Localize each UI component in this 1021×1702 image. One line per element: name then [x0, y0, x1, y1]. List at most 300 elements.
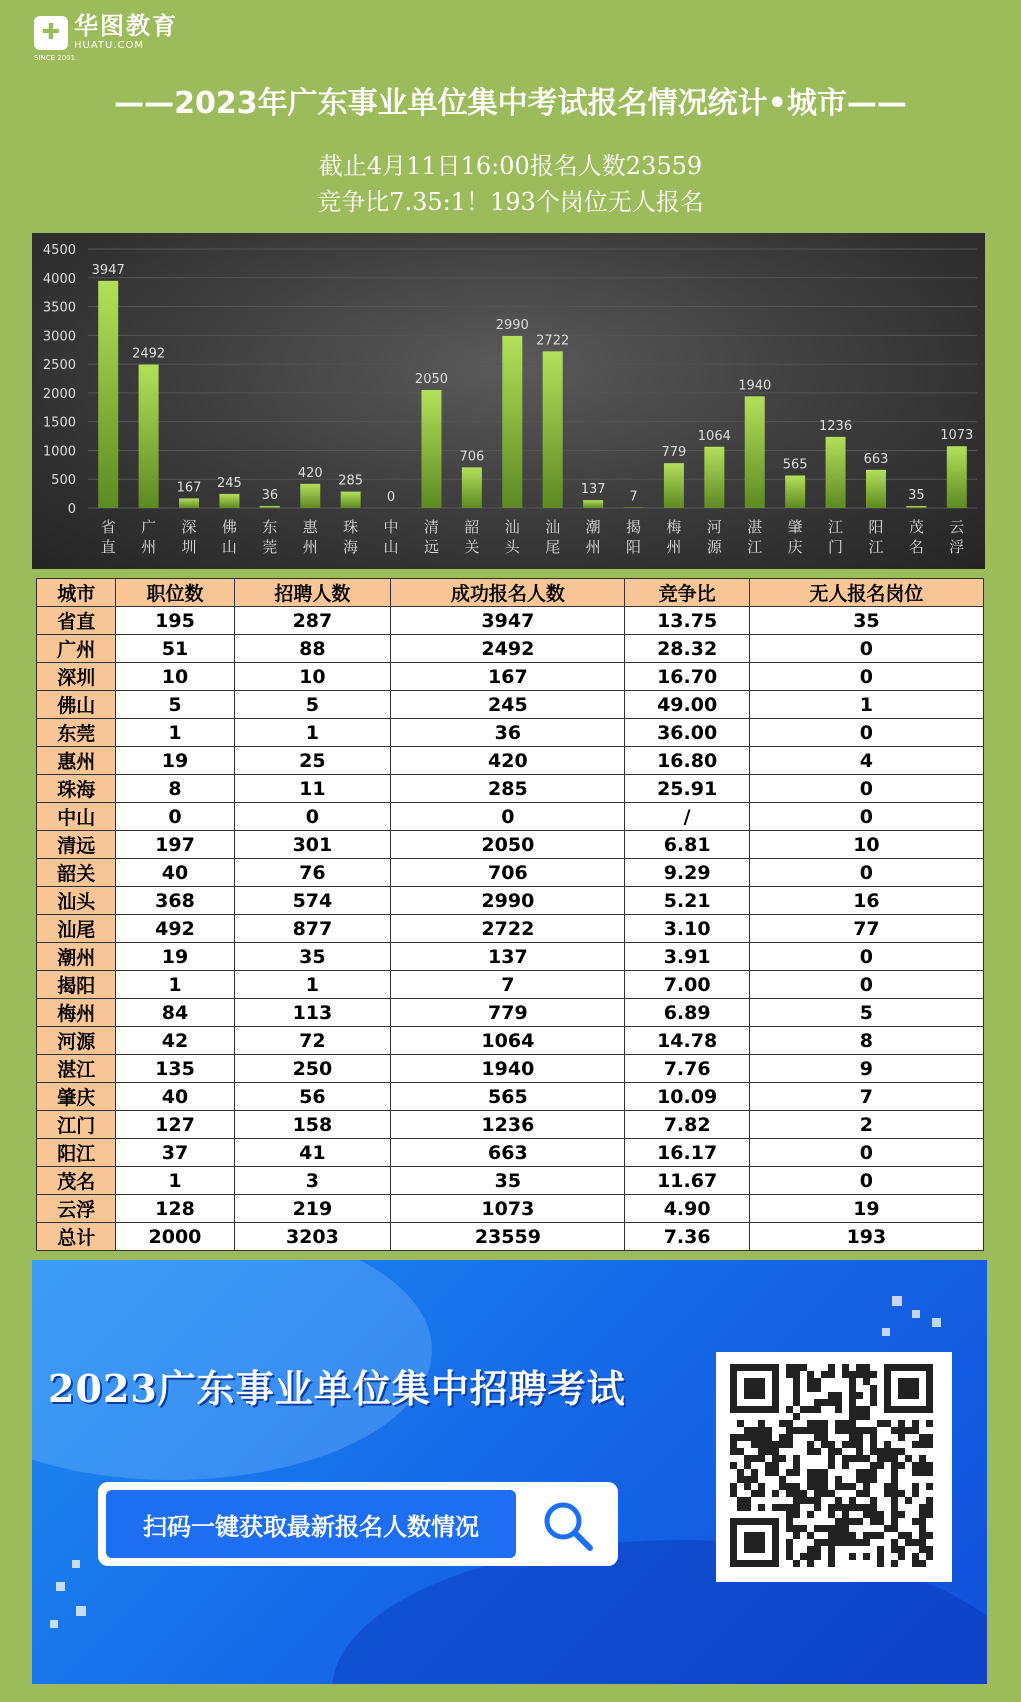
table-cell: 4 [749, 747, 983, 775]
table-cell: 167 [391, 663, 625, 691]
qr-module [870, 1504, 877, 1511]
table-cell: 565 [391, 1083, 625, 1111]
city-cell: 揭阳 [37, 971, 116, 999]
qr-module [849, 1441, 856, 1448]
qr-module [828, 1553, 835, 1560]
x-tick-label: 阳 [626, 538, 642, 556]
qr-module [856, 1539, 863, 1546]
qr-module [807, 1532, 814, 1539]
table-cell: 2000 [116, 1223, 234, 1251]
scan-prompt-button[interactable]: 扫码一键获取最新报名人数情况 [106, 1490, 516, 1558]
qr-module [912, 1441, 919, 1448]
qr-module [751, 1441, 758, 1448]
qr-module [744, 1462, 751, 1469]
bar [502, 336, 522, 508]
bar [947, 446, 967, 508]
qr-module [807, 1371, 814, 1378]
table-cell: 11.67 [625, 1167, 749, 1195]
table-cell: 1 [749, 691, 983, 719]
table-cell: 19 [116, 747, 234, 775]
table-cell: / [625, 803, 749, 831]
qr-module [919, 1441, 926, 1448]
table-cell: 0 [749, 859, 983, 887]
qr-module [919, 1539, 926, 1546]
qr-module [786, 1427, 793, 1434]
qr-module [849, 1455, 856, 1462]
table-row [37, 1055, 984, 1083]
table-cell: 368 [116, 887, 234, 915]
qr-module [807, 1560, 814, 1567]
qr-module [751, 1455, 758, 1462]
x-tick-label: 江 [868, 538, 884, 556]
qr-module [884, 1490, 891, 1497]
table-cell: 7.76 [625, 1055, 749, 1083]
x-tick-label: 浮 [949, 538, 965, 556]
data-label: 167 [176, 480, 202, 496]
table-cell: 245 [391, 691, 625, 719]
bar [98, 281, 118, 508]
qr-module [891, 1497, 898, 1504]
qr-module [751, 1427, 758, 1434]
qr-module [849, 1553, 856, 1560]
qr-module [870, 1469, 877, 1476]
qr-module [842, 1518, 849, 1525]
qr-module [842, 1539, 849, 1546]
qr-module [870, 1371, 877, 1378]
table-cell: 14.78 [625, 1027, 749, 1055]
qr-module [772, 1490, 779, 1497]
qr-module [828, 1490, 835, 1497]
table-cell: 3 [234, 1167, 391, 1195]
table-header-row [37, 579, 984, 607]
table-cell: 10 [234, 663, 391, 691]
table-cell: 16.80 [625, 747, 749, 775]
qr-module [863, 1364, 870, 1371]
qr-module [835, 1427, 842, 1434]
qr-module [863, 1490, 870, 1497]
qr-module [835, 1518, 842, 1525]
qr-module [912, 1427, 919, 1434]
table-row [37, 1223, 984, 1251]
qr-module [891, 1448, 898, 1455]
qr-module [891, 1427, 898, 1434]
y-tick-label: 500 [51, 473, 76, 489]
qr-module [793, 1469, 800, 1476]
qr-module [751, 1434, 758, 1441]
qr-module [863, 1483, 870, 1490]
x-tick-label: 圳 [181, 538, 197, 556]
qr-module [842, 1364, 849, 1371]
table-cell: 13.75 [625, 607, 749, 635]
qr-module [863, 1504, 870, 1511]
x-tick-label: 梅 [666, 518, 682, 536]
qr-module [800, 1525, 807, 1532]
qr-module [744, 1497, 751, 1504]
city-cell: 潮州 [37, 943, 116, 971]
qr-module [758, 1427, 765, 1434]
column-header: 成功报名人数 [391, 579, 625, 607]
qr-module [758, 1483, 765, 1490]
qr-module [828, 1525, 835, 1532]
data-label: 663 [863, 451, 889, 467]
x-tick-label: 山 [383, 538, 399, 556]
x-tick-label: 深 [181, 518, 197, 536]
x-tick-label: 门 [828, 538, 844, 556]
qr-module [877, 1462, 884, 1469]
x-tick-label: 茂 [908, 518, 924, 536]
table-cell: 3947 [391, 607, 625, 635]
qr-module [814, 1448, 821, 1455]
table-cell: 285 [391, 775, 625, 803]
x-tick-label: 汕 [504, 518, 520, 536]
qr-module [891, 1546, 898, 1553]
table-cell: 42 [116, 1027, 234, 1055]
qr-module [814, 1385, 821, 1392]
qr-module [779, 1420, 786, 1427]
qr-module [821, 1371, 828, 1378]
table-cell: 128 [116, 1195, 234, 1223]
data-label: 2492 [132, 346, 166, 362]
qr-module [835, 1476, 842, 1483]
qr-finder [744, 1532, 765, 1553]
x-tick-label: 清 [423, 518, 439, 536]
qr-module [821, 1399, 828, 1406]
qr-module [793, 1462, 800, 1469]
table-cell: 2492 [391, 635, 625, 663]
qr-module [849, 1539, 856, 1546]
qr-module [786, 1546, 793, 1553]
qr-module [758, 1490, 765, 1497]
x-tick-label: 惠 [302, 518, 318, 536]
qr-module [891, 1476, 898, 1483]
table-row [37, 747, 984, 775]
table-cell: 0 [234, 803, 391, 831]
qr-module [765, 1441, 772, 1448]
qr-module [793, 1532, 800, 1539]
qr-module [821, 1483, 828, 1490]
qr-module [926, 1483, 933, 1490]
table-row [37, 607, 984, 635]
qr-module [800, 1490, 807, 1497]
logo-domain: HUATU.COM [74, 40, 144, 51]
qr-module [800, 1427, 807, 1434]
x-tick-label: 江 [828, 518, 844, 536]
stats-table [36, 578, 984, 1251]
qr-module [744, 1455, 751, 1462]
qr-module [905, 1539, 912, 1546]
table-row [37, 719, 984, 747]
x-tick-label: 尾 [545, 538, 561, 556]
table-cell: 0 [116, 803, 234, 831]
bar [826, 437, 846, 508]
table-row [37, 831, 984, 859]
qr-module [772, 1455, 779, 1462]
qr-module [828, 1539, 835, 1546]
qr-finder [898, 1378, 919, 1399]
qr-module [919, 1518, 926, 1525]
qr-module [807, 1420, 814, 1427]
bar [664, 463, 684, 508]
table-cell: 8 [116, 775, 234, 803]
data-label: 137 [580, 482, 606, 498]
qr-module [842, 1532, 849, 1539]
table-cell: 420 [391, 747, 625, 775]
table-cell: 113 [234, 999, 391, 1027]
qr-module [919, 1532, 926, 1539]
qr-module [772, 1504, 779, 1511]
table-cell: 36.00 [625, 719, 749, 747]
qr-module [926, 1497, 933, 1504]
qr-module [807, 1497, 814, 1504]
qr-module [849, 1504, 856, 1511]
qr-module [912, 1420, 919, 1427]
qr-module [786, 1511, 793, 1518]
data-label: 1064 [697, 428, 731, 444]
x-tick-label: 莞 [262, 538, 278, 556]
bar [179, 498, 199, 508]
city-cell: 肇庆 [37, 1083, 116, 1111]
table-cell: 10.09 [625, 1083, 749, 1111]
qr-module [828, 1392, 835, 1399]
table-cell: 5 [749, 999, 983, 1027]
qr-module [849, 1532, 856, 1539]
qr-module [758, 1420, 765, 1427]
decor-dot [892, 1296, 902, 1306]
qr-module [807, 1448, 814, 1455]
qr-module [744, 1504, 751, 1511]
qr-module [884, 1441, 891, 1448]
qr-module [849, 1434, 856, 1441]
data-label: 3947 [91, 262, 125, 278]
table-row [37, 663, 984, 691]
city-cell: 惠州 [37, 747, 116, 775]
qr-module [765, 1434, 772, 1441]
bar [260, 506, 280, 508]
qr-module [905, 1455, 912, 1462]
table-cell: 35 [234, 943, 391, 971]
qr-module [793, 1371, 800, 1378]
qr-module [814, 1483, 821, 1490]
qr-module [870, 1497, 877, 1504]
table-cell: 492 [116, 915, 234, 943]
qr-module [793, 1427, 800, 1434]
decor-dot [76, 1606, 86, 1616]
qr-module [919, 1525, 926, 1532]
bar [704, 447, 724, 508]
qr-module [835, 1448, 842, 1455]
qr-module [863, 1511, 870, 1518]
table-row [37, 915, 984, 943]
qr-module [891, 1469, 898, 1476]
qr-module [744, 1483, 751, 1490]
qr-module [793, 1399, 800, 1406]
qr-module [786, 1406, 793, 1413]
qr-module [793, 1497, 800, 1504]
x-tick-label: 中 [383, 518, 399, 536]
qr-module [737, 1448, 744, 1455]
x-tick-label: 源 [706, 538, 722, 556]
qr-module [800, 1497, 807, 1504]
qr-module [807, 1378, 814, 1385]
qr-module [793, 1504, 800, 1511]
qr-module [919, 1546, 926, 1553]
qr-module [786, 1553, 793, 1560]
table-cell: 0 [749, 719, 983, 747]
qr-module [814, 1469, 821, 1476]
qr-module [814, 1420, 821, 1427]
city-cell: 省直 [37, 607, 116, 635]
qr-module [744, 1427, 751, 1434]
qr-module [870, 1434, 877, 1441]
qr-module [856, 1469, 863, 1476]
qr-module [856, 1392, 863, 1399]
decor-dot [72, 1560, 80, 1568]
qr-module [849, 1483, 856, 1490]
table-cell: 0 [749, 775, 983, 803]
qr-module [926, 1434, 933, 1441]
promo-banner[interactable] [32, 1260, 987, 1684]
qr-module [828, 1455, 835, 1462]
table-cell: 0 [749, 663, 983, 691]
qr-module [919, 1455, 926, 1462]
column-header: 职位数 [116, 579, 234, 607]
x-tick-label: 名 [908, 538, 924, 556]
decor-dot [882, 1328, 890, 1336]
qr-module [856, 1455, 863, 1462]
qr-module [926, 1504, 933, 1511]
table-cell: 250 [234, 1055, 391, 1083]
qr-finder [744, 1378, 765, 1399]
qr-code[interactable] [716, 1352, 952, 1582]
data-label: 7 [629, 489, 638, 505]
y-tick-label: 1000 [42, 444, 76, 460]
x-tick-label: 州 [141, 538, 157, 556]
qr-module [926, 1441, 933, 1448]
qr-module [863, 1406, 870, 1413]
qr-module [891, 1525, 898, 1532]
qr-module [821, 1434, 828, 1441]
table-body [37, 607, 984, 1251]
qr-module [772, 1448, 779, 1455]
qr-module [730, 1462, 737, 1469]
x-tick-label: 远 [423, 538, 439, 556]
qr-module [793, 1364, 800, 1371]
search-icon[interactable] [538, 1496, 598, 1556]
table-cell: 35 [749, 607, 983, 635]
table-cell: 3203 [234, 1223, 391, 1251]
data-label: 779 [661, 445, 687, 461]
qr-module [793, 1560, 800, 1567]
x-tick-label: 潮 [585, 518, 601, 536]
qr-module [828, 1371, 835, 1378]
x-tick-label: 州 [666, 538, 682, 556]
bar [785, 475, 805, 508]
qr-module [884, 1525, 891, 1532]
bar [745, 396, 765, 508]
qr-module [737, 1434, 744, 1441]
qr-module [765, 1469, 772, 1476]
x-tick-label: 韶 [464, 518, 480, 536]
table-cell: 16.70 [625, 663, 749, 691]
qr-module [877, 1455, 884, 1462]
qr-module [905, 1532, 912, 1539]
qr-module [842, 1504, 849, 1511]
table-cell: 219 [234, 1195, 391, 1223]
qr-module [870, 1532, 877, 1539]
data-label: 36 [261, 487, 279, 503]
search-bar[interactable] [98, 1482, 618, 1566]
table-cell: 2990 [391, 887, 625, 915]
qr-module [863, 1413, 870, 1420]
bar [866, 470, 886, 508]
qr-module [835, 1392, 842, 1399]
table-cell: 7.36 [625, 1223, 749, 1251]
city-cell: 总计 [37, 1223, 116, 1251]
qr-module [863, 1553, 870, 1560]
qr-module [807, 1511, 814, 1518]
qr-module [814, 1497, 821, 1504]
table-cell: 7 [391, 971, 625, 999]
qr-module [828, 1504, 835, 1511]
qr-module [926, 1511, 933, 1518]
qr-module [849, 1399, 856, 1406]
qr-module [856, 1441, 863, 1448]
qr-module [870, 1441, 877, 1448]
table-cell: 0 [749, 1167, 983, 1195]
data-label: 1940 [738, 378, 772, 394]
subtitle-line1: 截止4月11日16:00报名人数23559 [318, 152, 703, 180]
table-cell: 574 [234, 887, 391, 915]
qr-module [863, 1532, 870, 1539]
qr-module [751, 1469, 758, 1476]
table-cell: 877 [234, 915, 391, 943]
column-header: 无人报名岗位 [749, 579, 983, 607]
qr-module [863, 1378, 870, 1385]
qr-module [849, 1427, 856, 1434]
qr-module [730, 1434, 737, 1441]
decor-dot [50, 1620, 58, 1628]
qr-module [772, 1469, 779, 1476]
qr-module [891, 1490, 898, 1497]
qr-module [877, 1532, 884, 1539]
table-row [37, 1083, 984, 1111]
bar [300, 484, 320, 508]
y-tick-label: 3000 [42, 329, 76, 345]
qr-module [835, 1532, 842, 1539]
qr-module [807, 1483, 814, 1490]
qr-module [891, 1560, 898, 1567]
table-row [37, 1139, 984, 1167]
x-tick-label: 山 [221, 538, 237, 556]
qr-module [814, 1427, 821, 1434]
table-row [37, 971, 984, 999]
x-tick-label: 肇 [787, 518, 803, 536]
qr-module [758, 1434, 765, 1441]
y-tick-label: 1500 [42, 415, 76, 431]
qr-module [821, 1420, 828, 1427]
qr-module [786, 1518, 793, 1525]
qr-module [912, 1490, 919, 1497]
table-row [37, 859, 984, 887]
x-tick-label: 庆 [787, 538, 803, 556]
qr-module [800, 1553, 807, 1560]
qr-module [842, 1483, 849, 1490]
bar [583, 500, 603, 508]
table-cell: 195 [116, 607, 234, 635]
qr-module [919, 1511, 926, 1518]
city-cell: 江门 [37, 1111, 116, 1139]
qr-module [877, 1420, 884, 1427]
